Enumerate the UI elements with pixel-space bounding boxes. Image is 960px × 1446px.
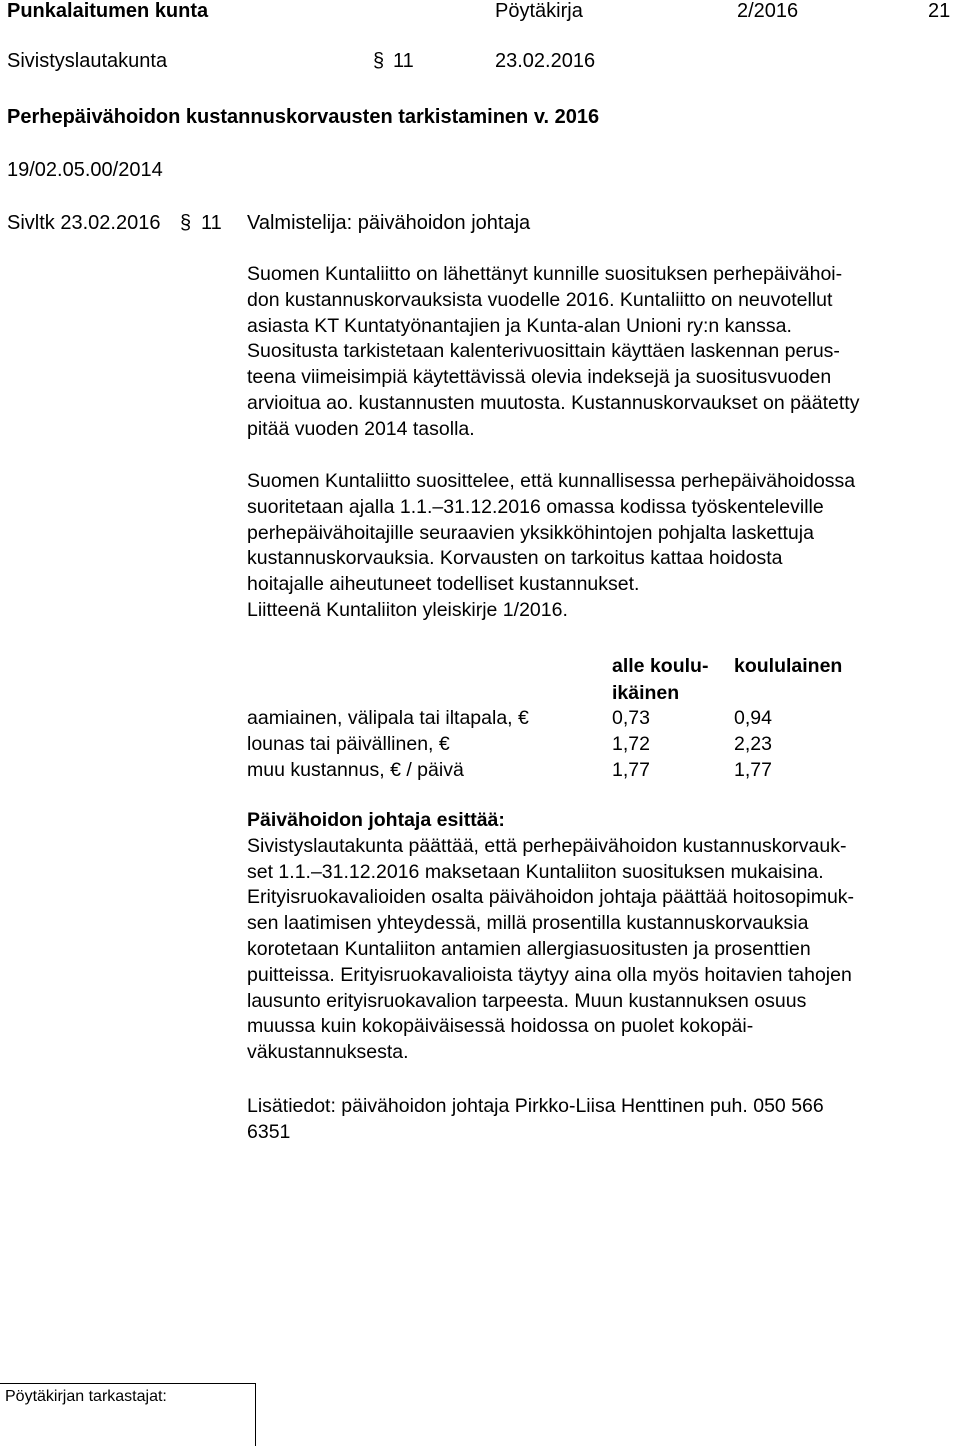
preparer-line: Valmistelija: päivähoidon johtaja [247, 212, 531, 234]
text-line: arvioitua ao. kustannusten muutosta. Kustannuskorvaukset on päätetty [247, 391, 860, 414]
paragraph-recommendation [247, 469, 855, 624]
text-line: puitteissa. Erityisruokavalioista täytyy aina olla myös hoitavien tahojen [247, 963, 852, 986]
text-line: sen laatimisen yhteydessä, millä prosentilla kustannuskorvauksia [247, 912, 809, 935]
table-cell-under-school: 0,73 [612, 707, 650, 729]
record-number: 19/02.05.00/2014 [7, 159, 163, 181]
text-line: don kustannuskorvauksista vuodelle 2016. Kuntaliitto on neuvotellut [247, 288, 833, 311]
text-line: asiasta KT Kuntatyönantajien ja Kunta-alan Unioni ry:n kanssa. [247, 314, 792, 337]
municipality-name: Punkalaitumen kunta [7, 0, 209, 22]
text-line: Suomen Kuntaliitto on lähettänyt kunnille suosituksen perhepäivähoi- [247, 263, 843, 285]
text-line: pitää vuoden 2014 tasolla. [247, 417, 475, 440]
column-header-school: koululainen [734, 655, 843, 677]
meeting-section-symbol: § [180, 212, 192, 234]
table-cell-school: 0,94 [734, 707, 772, 729]
document-type: Pöytäkirja [495, 0, 583, 22]
text-line: set 1.1.–31.12.2016 maksetaan Kuntaliiton suosituksen mukaisina. [247, 860, 824, 883]
table-row-label: muu kustannus, € / päivä [247, 759, 464, 781]
text-line: Suomen Kuntaliitto suosittelee, että kunnallisessa perhepäivähoidossa [247, 470, 856, 492]
text-line: korotetaan Kuntaliiton antamien allergiasuositusten ja prosenttien [247, 937, 811, 960]
table-cell-school: 1,77 [734, 759, 772, 781]
section-number: 11 [393, 50, 414, 72]
table-row-label: lounas tai päivällinen, € [247, 733, 450, 755]
page-number: 21 [928, 0, 951, 22]
committee-name: Sivistyslautakunta [7, 50, 168, 72]
table-cell-under-school: 1,72 [612, 733, 650, 755]
text-line: lausunto erityisruokavalion tarpeesta. Muun kustannuksen osuus [247, 989, 807, 1012]
text-line: perhepäivähoitajille seuraavien yksikköhintojen pohjalta laskettuja [247, 521, 814, 544]
proposal-heading: Päivähoidon johtaja esittää: [247, 809, 505, 831]
column-header-line: ikäinen [612, 681, 680, 704]
table-row-label: aamiainen, välipala tai iltapala, € [247, 707, 529, 729]
text-line: kustannuskorvauksia. Korvausten on tarkoitus kattaa hoidosta [247, 547, 783, 570]
text-line: Sivistyslautakunta päättää, että perhepäivähoidon kustannuskorvauk- [247, 834, 847, 857]
text-line: väkustannuksesta. [247, 1041, 409, 1064]
text-line: Liitteenä Kuntaliiton yleiskirje 1/2016. [247, 598, 568, 621]
meeting-date: 23.02.2016 [495, 50, 596, 72]
text-line: suoritetaan ajalla 1.1.–31.12.2016 omassa kodissa työskenteleville [247, 495, 824, 518]
contact-info [247, 1094, 824, 1146]
proposal-section [247, 808, 854, 1066]
table-cell-school: 2,23 [734, 733, 772, 755]
document-number: 2/2016 [737, 0, 799, 22]
inspectors-box [0, 1383, 256, 1446]
page-title: Perhepäivähoidon kustannuskorvausten tarkistaminen v. 2016 [7, 106, 600, 128]
paragraph-intro [247, 262, 859, 443]
text-line: muussa kuin kokopäiväisessä hoidossa on puolet kokopäi- [247, 1015, 754, 1038]
text-line: Suositusta tarkistetaan kalenterivuosittain käyttäen laskennan perus- [247, 340, 840, 363]
meeting-reference: Sivltk 23.02.2016 [7, 212, 161, 234]
table-cell-under-school: 1,77 [612, 759, 650, 781]
text-line: Erityisruokavalioiden osalta päivähoidon johtaja päättää hoitosopimuk- [247, 886, 855, 909]
text-line: hoitajalle aiheutuneet todelliset kustannukset. [247, 573, 640, 596]
inspectors-label: Pöytäkirjan tarkastajat: [5, 1388, 167, 1405]
text-line: 6351 [247, 1120, 291, 1143]
section-symbol: § [373, 50, 385, 72]
meeting-section-number: 11 [201, 212, 222, 234]
text-line: teena viimeisimpiä käytettävissä olevia indeksejä ja suositusvuoden [247, 366, 832, 389]
column-header-under-school [612, 653, 708, 706]
column-header-line: alle koulu- [612, 655, 709, 677]
text-line: Lisätiedot: päivähoidon johtaja Pirkko-Liisa Henttinen puh. 050 566 [247, 1095, 824, 1117]
